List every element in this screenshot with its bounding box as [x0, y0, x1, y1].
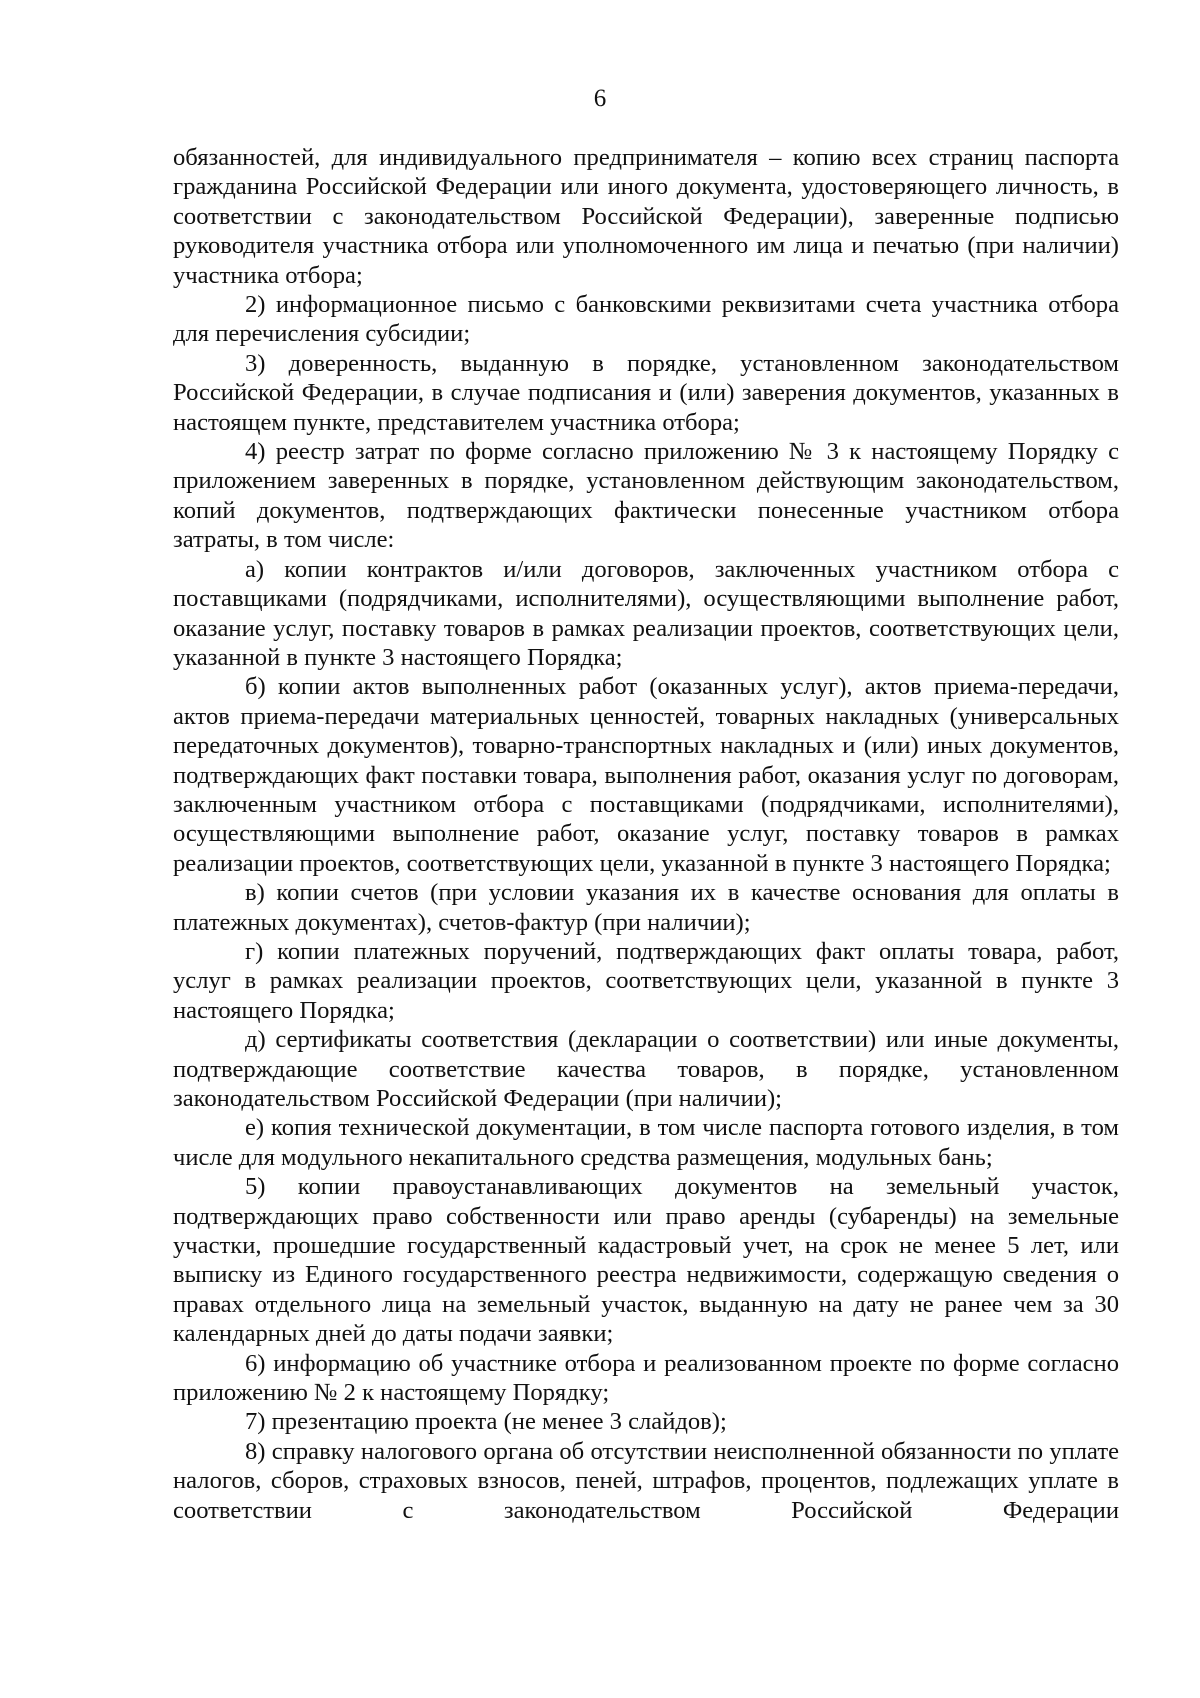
paragraph-subitem-a: а) копии контрактов и/или договоров, заключенных участником отбора с поставщиками (подрядчиками, исполнителями), осуществляющими выполнение работ, оказание услуг, поставку товаров в рамках реализации проектов, соответствующих цели, указанной в пункте 3 настоящего Порядка;: [173, 555, 1119, 671]
paragraph-subitem-d: д) сертификаты соответствия (декларации о соответствии) или иные документы, подтверждающие соответствие качества товаров, в порядке, установленном законодательством Российской Федерации (при наличии);: [173, 1026, 1119, 1112]
document-body: [173, 143, 1119, 1525]
paragraph-item-6: 6) информацию об участнике отбора и реализованном проекте по форме согласно приложению № 2 к настоящему Порядку;: [173, 1349, 1119, 1407]
paragraph-subitem-e: е) копия технической документации, в том числе паспорта готового изделия, в том числе для модульного некапитального средства размещения, модульных бань;: [173, 1114, 1119, 1171]
page-number: 6: [593, 85, 607, 112]
paragraph-item-3: 3) доверенность, выданную в порядке, установленном законодательством Российской Федерации, в случае подписания и (или) заверения документов, указанных в настоящем пункте, представителем участника отбора;: [173, 349, 1119, 436]
paragraph-item-2: 2) информационное письмо с банковскими реквизитами счета участника отбора для перечисления субсидии;: [173, 291, 1119, 348]
paragraph-subitem-v: в) копии счетов (при условии указания их в качестве основания для оплаты в платежных документах), счетов-фактур (при наличии);: [173, 879, 1119, 936]
paragraph-continuation: обязанностей, для индивидуального предпринимателя – копию всех страниц паспорта гражданина Российской Федерации или иного документа, удостоверяющего личность, в соответствии с законодательством Российской Федерации), заверенные подписью руководителя участника отбора или уполномоченного им лица и печатью (при наличии) участника отбора;: [173, 144, 1119, 289]
paragraph-subitem-b: б) копии актов выполненных работ (оказанных услуг), актов приема-передачи, актов приема-передачи материальных ценностей, товарных накладных (универсальных передаточных документов), товарно-транспортных накладных и (или) иных документов, подтверждающих факт поставки товара, выполнения работ, оказания услуг по договорам, заключенным участником отбора с поставщиками (подрядчиками, исполнителями), осуществляющими выполнение работ, оказание услуг, поставку товаров в рамках реализации проектов, соответствующих цели, указанной в пункте 3 настоящего Порядка;: [173, 673, 1119, 877]
paragraph-item-8: 8) справку налогового органа об отсутствии неисполненной обязанности по уплате налогов, сборов, страховых взносов, пеней, штрафов, процентов, подлежащих уплате в соответствии с законодательством Российской Федерации: [173, 1437, 1119, 1524]
paragraph-item-5: 5) копии правоустанавливающих документов на земельный участок, подтверждающих право собственности или право аренды (субаренды) на земельные участки, прошедшие государственный кадастровый учет, на срок не менее 5 лет, или выписку из Единого государственного реестра недвижимости, содержащую сведения о правах отдельного лица на земельный участок, выданную на дату не ранее чем за 30 календарных дней до даты подачи заявки;: [173, 1173, 1119, 1348]
paragraph-subitem-g: г) копии платежных поручений, подтверждающих факт оплаты товара, работ, услуг в рамках реализации проектов, соответствующих цели, указанной в пункте 3 настоящего Порядка;: [173, 937, 1119, 1024]
paragraph-item-7: 7) презентацию проекта (не менее 3 слайдов);: [245, 1408, 727, 1436]
paragraph-item-4: 4) реестр затрат по форме согласно приложению № 3 к настоящему Порядку с приложением заверенных в порядке, установленном действующим законодательством, копий документов, подтверждающих фактически понесенные участником отбора затраты, в том числе:: [173, 438, 1119, 554]
